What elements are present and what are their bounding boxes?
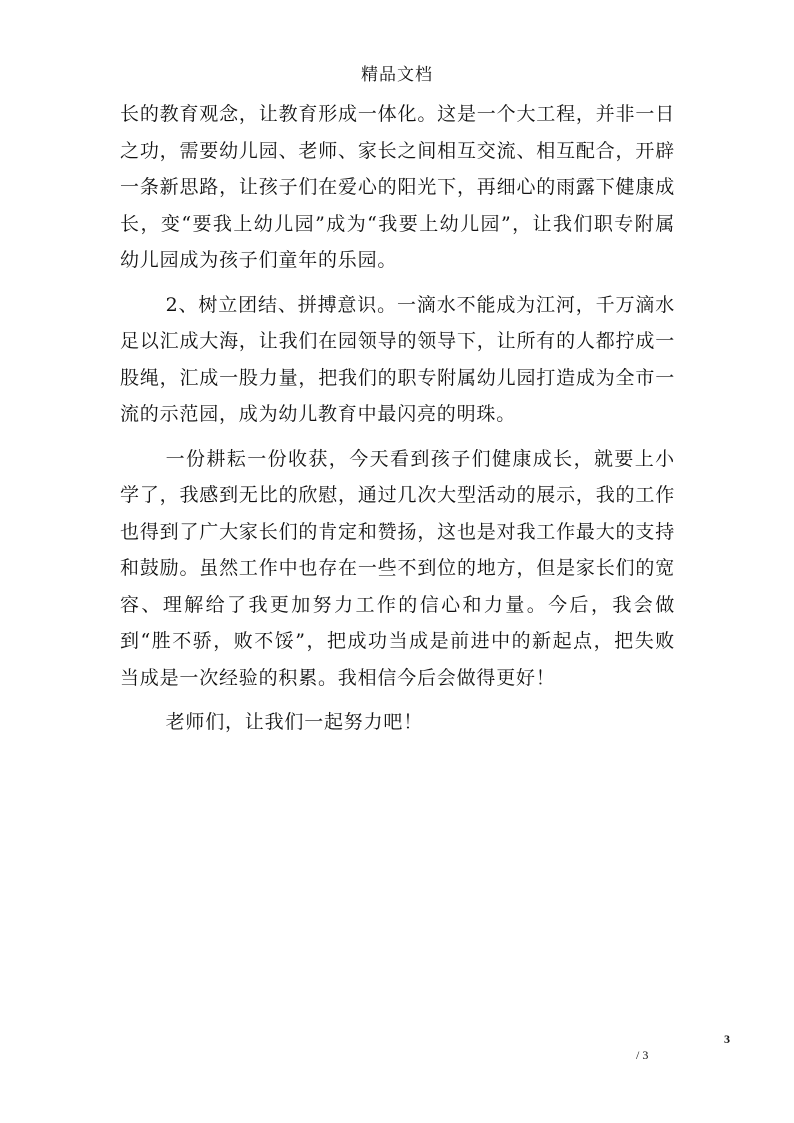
page-number: 3 — [724, 1032, 730, 1046]
paragraph-reflection: 一份耕耘一份收获，今天看到孩子们健康成长，就要上小学了，我感到无比的欣慰，通过几次大型活动的展示，我的工作也得到了广大家长们的肯定和赞扬，这也是对我工作最大的支持和鼓励。虽然工作中也存在一些不到位的地方，但是家长们的宽容、理解给了我更加努力工作的信心和力量。今后，我会做到“胜不骄，败不馁”，把成功当成是前进中的新起点，把失败当成是一次经验的积累。我相信今后会做得更好！ — [120, 447, 675, 689]
paragraph-gap — [120, 433, 675, 441]
paragraph-gap — [120, 696, 675, 704]
page-total: / 3 — [636, 1048, 649, 1062]
paragraph-closing: 老师们，让我们一起努力吧！ — [165, 711, 423, 733]
paragraph-gap — [120, 279, 675, 287]
document-header: 精品文档 — [361, 65, 433, 85]
document-body — [120, 96, 675, 741]
paragraph-unity: 2、树立团结、拼搏意识。一滴水不能成为江河，千万滴水足以汇成大海，让我们在园领导的领导下，让所有的人都拧成一股绳，汇成一股力量，把我们的职专附属幼儿园打造成为全市一流的示范园，成为幼儿教育中最闪亮的明珠。 — [120, 293, 675, 425]
paragraph-continued: 长的教育观念，让教育形成一体化。这是一个大工程，并非一日之功，需要幼儿园、老师、家长之间相互交流、相互配合，开辟一条新思路，让孩子们在爱心的阳光下，再细心的雨露下健康成长，变“要我上幼儿园”成为“我要上幼儿园”，让我们职专附属幼儿园成为孩子们童年的乐园。 — [120, 103, 675, 271]
